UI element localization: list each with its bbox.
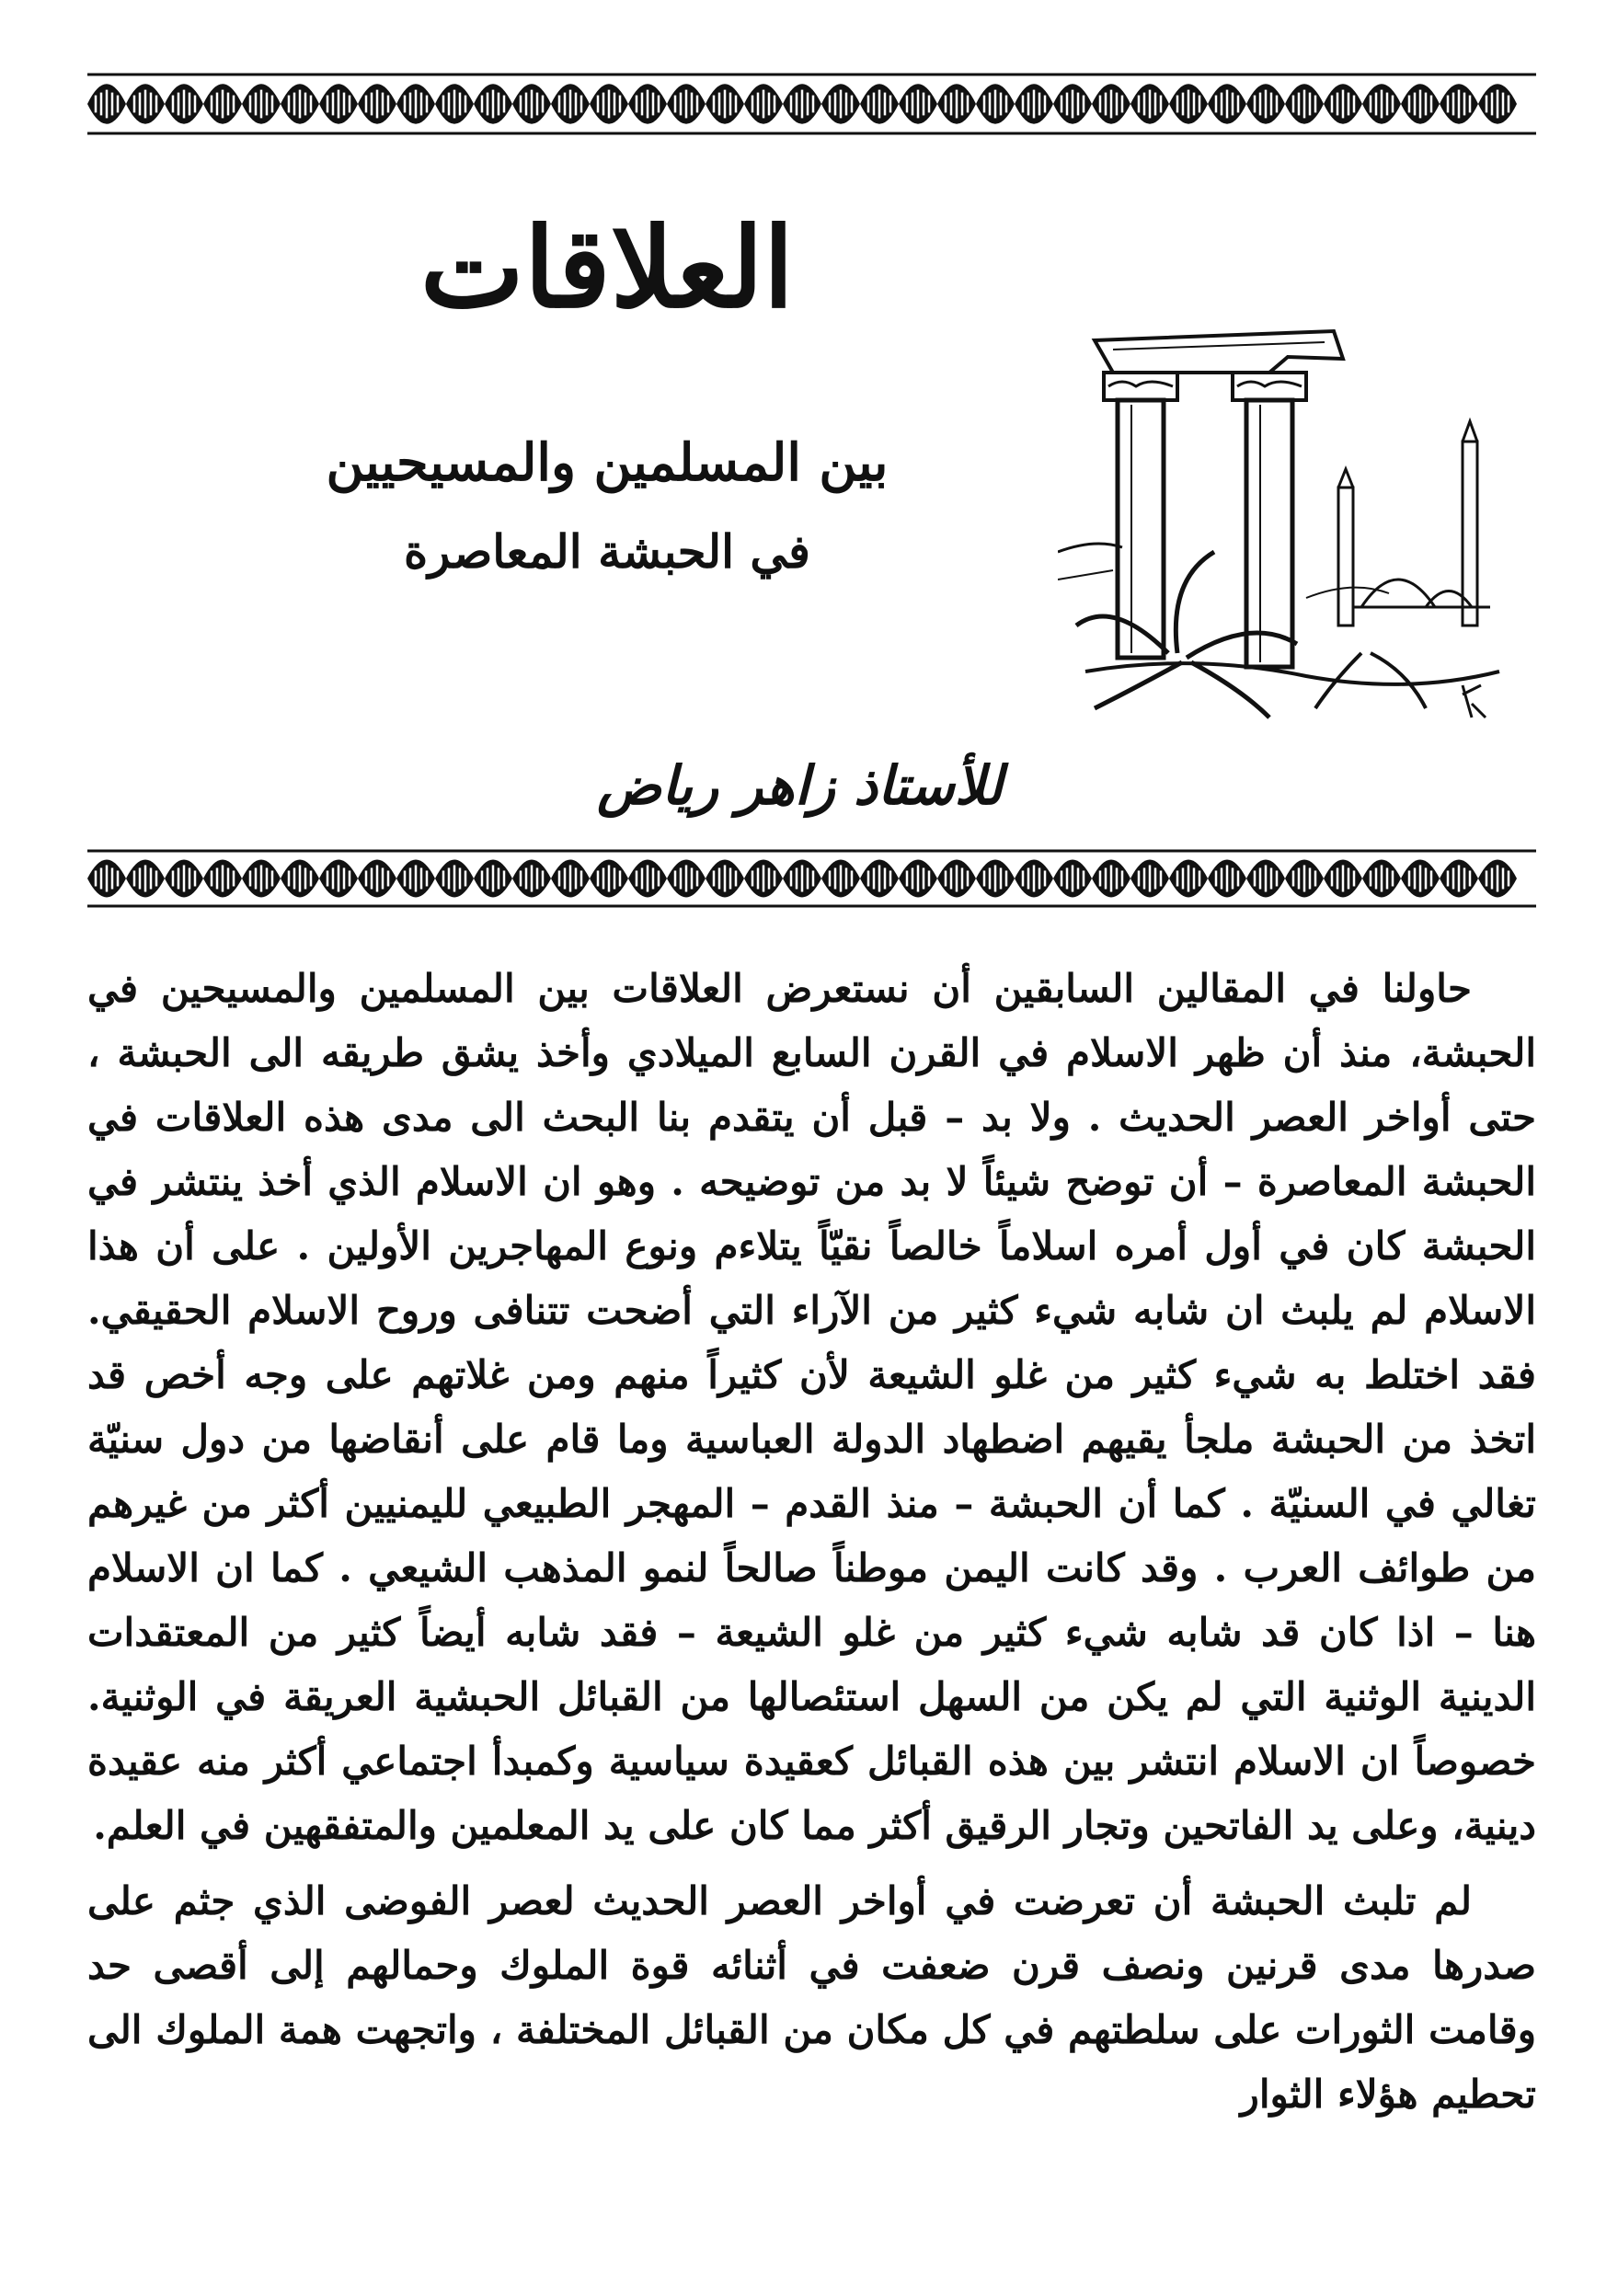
paragraph-2: لم تلبث الحبشة أن تعرضت في أواخر العصر الحديث لعصر الفوضى الذي جثم على صدرها مدى قرنين ونصف قرن ضعفت في أثنائه قوة الملوك وحمالهم إلى أقصى حد وقامت الثورات على سلطتهم في كل مكان من القبائل المختلفة ، واتجهت همة الملوك الى تحطيم هؤلاء الثوار (87, 1878, 1536, 2117)
author-name: للأستاذ زاهر رياض (597, 754, 1003, 817)
article-body (87, 957, 1536, 2138)
article-subtitle-line2: في الحبشة المعاصرة (404, 524, 810, 579)
columns-illustration (1058, 322, 1518, 727)
top-ornamental-border (87, 72, 1536, 136)
middle-ornamental-border (87, 848, 1536, 909)
article-subtitle-line1: بين المسلمين والمسيحيين (326, 432, 889, 493)
paragraph-1: حاولنا في المقالين السابقين أن نستعرض العلاقات بين المسلمين والمسيحين في الحبشة، منذ أن ظهر الاسلام في القرن السابع الميلادي وأخذ يشق طريقه الى الحبشة ، حتى أواخر العصر الحديث . ولا بد – قبل أن يتقدم بنا البحث الى مدى هذه العلاقات في الحبشة المعاصرة – أن توضح شيئاً لا بد من توضيحه . وهو ان الاسلام الذي أخذ ينتشر في الحبشة كان في أول أمره اسلاماً خالصاً نقيّاً يتلاءم ونوع المهاجرين الأولين . على أن هذا الاسلام لم يلبث ان شابه شيء كثير من الآراء التي أضحت تتنافى وروح الاسلام الحقيقي. فقد اختلط به شيء كثير من غلو الشيعة لأن كثيراً منهم ومن غلاتهم على وجه أخص قد اتخذ من الحبشة ملجأ يقيهم اضطهاد الدولة العباسية وما قام على أنقاضها من دول سنيّة تغالي في السنيّة . كما أن الحبشة – منذ القدم – المهجر الطبيعي لليمنيين أكثر من غيرهم من طوائف العرب . وقد كانت اليمن موطناً صالحاً لنمو المذهب الشيعي . كما ان الاسلام هنا – اذا كان قد شابه شيء كثير من غلو الشيعة – فقد شابه أيضاً كثير من المعتقدات الدينية الوثنية التي لم يكن من السهل استئصالها من القبائل الحبشية العريقة في الوثنية. خصوصاً ان الاسلام انتشر بين هذه القبائل كعقيدة سياسية وكمبدأ اجتماعي أكثر منه عقيدة دينية، وعلى يد الفاتحين وتجار الرقيق أكثر مما كان على يد المعلمين والمتفقهين في العلم. (87, 966, 1536, 1848)
article-title: العلاقات (419, 203, 795, 333)
